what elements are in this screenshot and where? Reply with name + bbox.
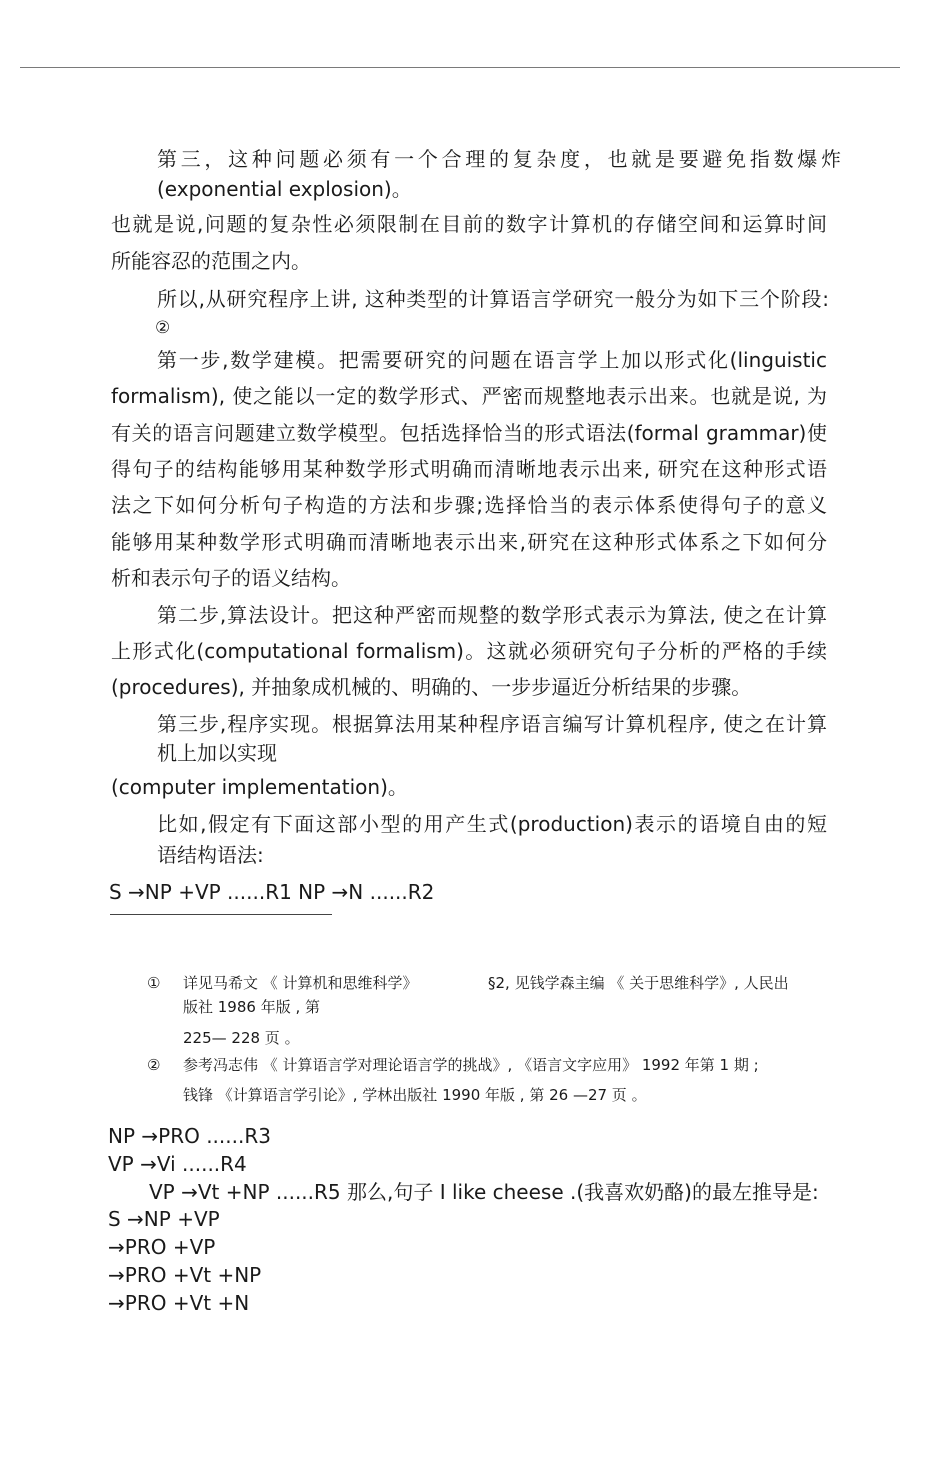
paragraph-line: 有关的语言问题建立数学模型。包括选择恰当的形式语法(formal grammar)使 bbox=[111, 421, 827, 445]
footnote-marker: ② bbox=[147, 1056, 161, 1074]
paragraph-line: 第二步,算法设计。把这种严密而规整的数学形式表示为算法, 使之在计算 bbox=[157, 603, 827, 627]
footnote-text: 钱锋 《计算语言学引论》, 学林出版社 1990 年版 , 第 26 —27 页 。 bbox=[183, 1086, 647, 1104]
paragraph-line: (computer implementation)。 bbox=[111, 775, 408, 799]
grammar-rule-line: VP →Vi ......R4 bbox=[108, 1152, 247, 1176]
grammar-rule-line: NP →PRO ......R3 bbox=[108, 1124, 271, 1148]
grammar-rule-line: S →NP +VP ......R1 NP →N ......R2 bbox=[109, 880, 435, 904]
paragraph-line: formalism), 使之能以一定的数学形式、严密而规整地表示出来。也就是说, 为 bbox=[111, 384, 827, 408]
derivation-line: S →NP +VP bbox=[108, 1207, 220, 1231]
derivation-line: →PRO +Vt +NP bbox=[108, 1263, 262, 1287]
header-rule bbox=[20, 67, 900, 68]
grammar-rule-line: VP →Vt +NP ......R5 那么,句子 I like cheese .(我喜欢奶酪)的最左推导是: bbox=[149, 1180, 819, 1204]
derivation-line: →PRO +Vt +N bbox=[108, 1291, 250, 1315]
footnote-text: 参考冯志伟 《 计算语言学对理论语言学的挑战》, 《语言文字应用》 1992 年第 1 期 ; bbox=[183, 1056, 759, 1074]
footnote-marker: ① bbox=[147, 974, 161, 992]
derivation-line: →PRO +VP bbox=[108, 1235, 216, 1259]
paragraph-line: (procedures), 并抽象成机械的、明确的、一步步逼近分析结果的步骤。 bbox=[111, 675, 752, 699]
paragraph-line: 机上加以实现 bbox=[157, 741, 277, 765]
paragraph-line: 所以,从研究程序上讲, 这种类型的计算语言学研究一般分为如下三个阶段: bbox=[157, 287, 829, 311]
paragraph-line: 析和表示句子的语义结构。 bbox=[111, 566, 351, 590]
paragraph-line: 得句子的结构能够用某种数学形式明确而清晰地表示出来, 研究在这种形式语 bbox=[111, 457, 827, 481]
paragraph-line: 第一步,数学建模。把需要研究的问题在语言学上加以形式化(linguistic bbox=[157, 348, 827, 372]
paragraph-line: 语结构语法: bbox=[157, 843, 264, 867]
footnote-text: 225— 228 页 。 bbox=[183, 1029, 300, 1047]
footnote-text: 版社 1986 年版 , 第 bbox=[183, 998, 321, 1016]
footnote-text: 详见马希文 《 计算机和思维科学》 bbox=[183, 974, 418, 992]
paragraph-line: 所能容忍的范围之内。 bbox=[111, 249, 311, 273]
paragraph-line: 能够用某种数学形式明确而清晰地表示出来,研究在这种形式体系之下如何分 bbox=[111, 530, 827, 554]
footnote-ref-mark: ② bbox=[155, 318, 171, 338]
footnote-separator bbox=[110, 914, 332, 915]
footnote-text: §2, 见钱学森主编 《 关于思维科学》, 人民出 bbox=[488, 974, 789, 992]
paragraph-line: 第三步,程序实现。根据算法用某种程序语言编写计算机程序, 使之在计算 bbox=[157, 712, 827, 736]
paragraph-line: 也就是说,问题的复杂性必须限制在目前的数字计算机的存储空间和运算时间 bbox=[111, 212, 827, 236]
paragraph-line: 比如,假定有下面这部小型的用产生式(production)表示的语境自由的短 bbox=[157, 812, 827, 836]
paragraph-line: 法之下如何分析句子构造的方法和步骤;选择恰当的表示体系使得句子的意义 bbox=[111, 493, 827, 517]
paragraph-line: (exponential explosion)。 bbox=[157, 177, 412, 201]
paragraph-line: 第三，这种问题必须有一个合理的复杂度，也就是要避免指数爆炸 bbox=[157, 147, 841, 171]
paragraph-line: 上形式化(computational formalism)。这就必须研究句子分析的严格的手续 bbox=[111, 639, 827, 663]
